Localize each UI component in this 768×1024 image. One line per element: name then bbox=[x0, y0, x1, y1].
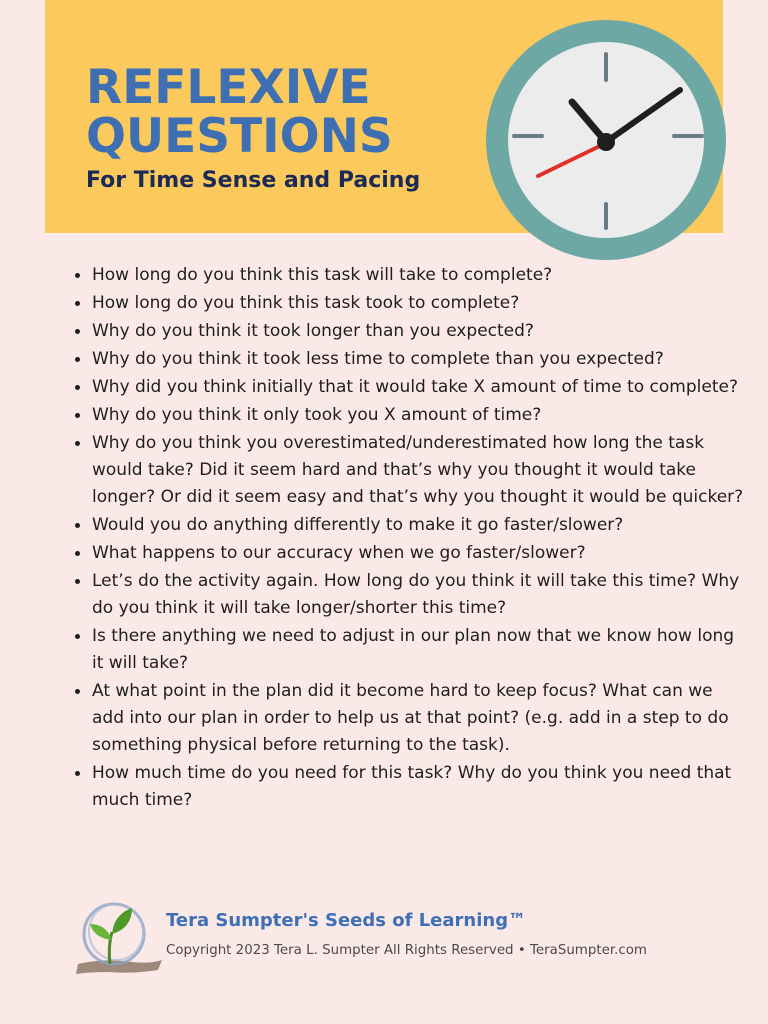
question-item: • How much time do you need for this task? Why do you think you need that much time? bbox=[92, 759, 747, 814]
sprout-logo-icon bbox=[74, 898, 166, 978]
question-item: • At what point in the plan did it become hard to keep focus? What can we add into our plan in order to help us at that point? (e.g. add in a step to do something physical before returning to the task). bbox=[92, 677, 747, 759]
question-item: • Why do you think it only took you X amount of time? bbox=[92, 401, 747, 429]
page-title-line-1: REFLEXIVE bbox=[86, 60, 371, 115]
question-item: • What happens to our accuracy when we go faster/slower? bbox=[92, 539, 747, 567]
question-item: • Why do you think it took longer than you expected? bbox=[92, 317, 747, 345]
footer-copyright: Copyright 2023 Tera L. Sumpter All Rights Reserved • TeraSumpter.com bbox=[166, 943, 647, 958]
footer-brand: Tera Sumpter's Seeds of Learning™ bbox=[166, 910, 527, 931]
question-item: • Why do you think it took less time to complete than you expected? bbox=[92, 345, 747, 373]
question-item: • Is there anything we need to adjust in our plan now that we know how long it will take? bbox=[92, 622, 747, 677]
page-subtitle: For Time Sense and Pacing bbox=[86, 168, 421, 193]
question-item: • How long do you think this task will take to complete? bbox=[92, 261, 747, 289]
question-list bbox=[70, 261, 747, 814]
question-item: • Why did you think initially that it would take X amount of time to complete? bbox=[92, 373, 747, 401]
clock-icon bbox=[480, 14, 732, 266]
question-item: • Would you do anything differently to make it go faster/slower? bbox=[92, 511, 747, 539]
question-item: • How long do you think this task took to complete? bbox=[92, 289, 747, 317]
question-item: • Why do you think you overestimated/underestimated how long the task would take? Did it seem hard and that’s why you thought it would take longer? Or did it seem easy and that’s why you thought it would be quicker? bbox=[92, 429, 747, 511]
page-title-line-2: QUESTIONS bbox=[86, 109, 393, 164]
question-item: • Let’s do the activity again. How long do you think it will take this time? Why do you think it will take longer/shorter this time? bbox=[92, 567, 747, 622]
